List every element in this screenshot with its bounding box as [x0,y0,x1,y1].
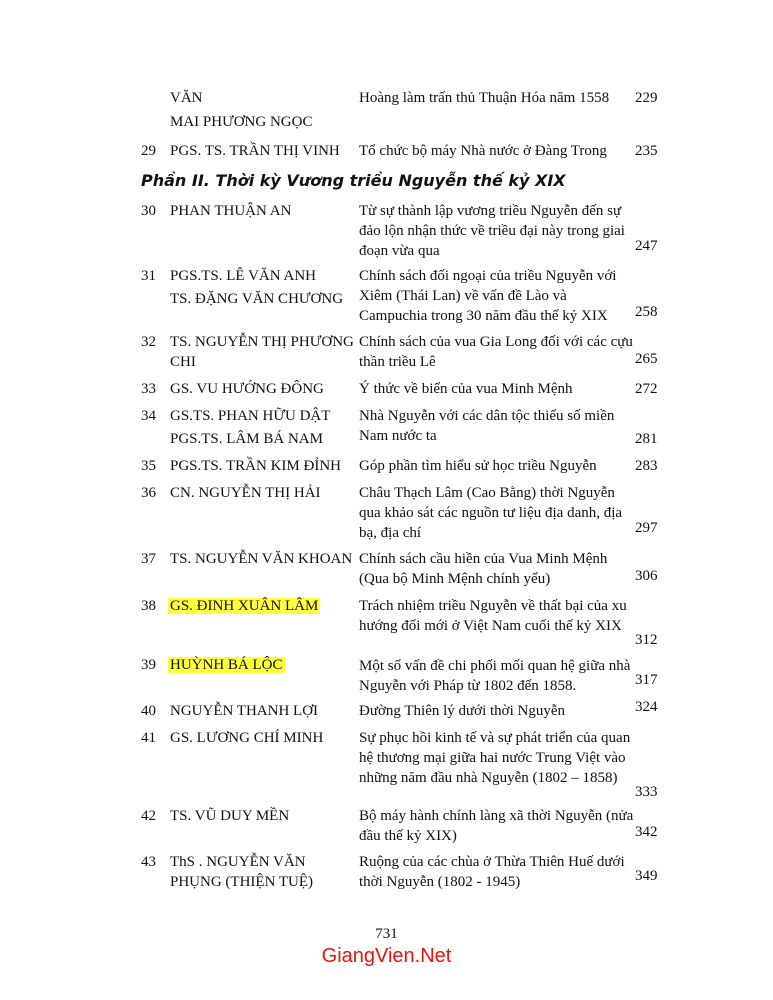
entry-title: Ý thức về biển của vua Minh Mệnh [359,381,573,397]
entry-page: 229 [635,90,658,106]
entry-title: Từ sự thành lập vương triều Nguyễn đến sự [359,203,622,219]
entry-page: 342 [635,824,658,840]
section-heading: Phần II. Thời kỳ Vương triều Nguyễn thế kỷ XIX [141,171,566,190]
entry-author: TS. NGUYỄN VĂN KHOAN [170,551,353,567]
entry-page: 272 [635,381,658,397]
entry-title: Đường Thiên lý dưới thời Nguyễn [359,703,566,719]
entry-page: 312 [635,632,658,648]
entry-number: 36 [141,485,156,501]
entry-title: Tổ chức bộ máy Nhà nước ở Đàng Trong [359,143,607,159]
entry-number: 31 [141,268,156,284]
entry-author: CHI [170,354,196,370]
entry-number: 38 [141,598,156,614]
entry-page: 333 [635,784,658,800]
highlight-mark: GS. ĐINH XUÂN LÂM [170,598,319,614]
entry-title: hệ thương mại giữa hai nước Trung Việt vào [359,750,626,766]
entry-author: GS.TS. PHAN HỮU DẬT [170,408,331,424]
entry-author: NGUYỄN THANH LỢI [170,703,319,719]
entry-page: 247 [635,238,658,254]
highlight-mark: HUỲNH BÁ LỘC [170,657,283,673]
entry-number: 33 [141,381,156,397]
entry-page: 283 [635,458,658,474]
entry-title: những năm đầu nhà Nguyễn (1802 – 1858) [359,770,618,786]
entry-title: bạ, địa chí [359,525,422,541]
entry-author: GS. LƯƠNG CHÍ MINH [170,730,324,746]
entry-title: Bộ máy hành chính làng xã thời Nguyễn (nửa [359,808,634,824]
entry-number: 29 [141,143,156,159]
entry-title: hướng đổi mới ở Việt Nam cuối thế kỷ XIX [359,618,622,634]
entry-author: ThS . NGUYỄN VĂN [170,854,306,870]
entry-page: 324 [635,699,658,715]
entry-title: Một số vấn đề chi phối mối quan hệ giữa nhà [359,658,631,674]
entry-title: (Qua bộ Minh Mệnh chính yếu) [359,571,551,587]
entry-page: 235 [635,143,658,159]
entry-title: Sự phục hồi kinh tế và sự phát triển của quan [359,730,631,746]
entry-author: PGS.TS. LÂM BÁ NAM [170,431,323,447]
page-number: 731 [375,926,398,942]
entry-author: PGS. TS. TRẦN THỊ VINH [170,143,340,159]
entry-number: 43 [141,854,156,870]
entry-title: Góp phần tìm hiểu sử học triều Nguyễn [359,458,597,474]
entry-title: Nam nước ta [359,428,437,444]
entry-title: qua khảo sát các nguồn tư liệu địa danh, địa [359,505,623,521]
entry-page: 297 [635,520,658,536]
entry-author-highlighted [170,655,285,675]
entry-author: PHAN THUẬN AN [170,203,292,219]
entry-title: Nhà Nguyễn với các dân tộc thiểu số miền [359,408,615,424]
entry-page: 306 [635,568,658,584]
entry-title: Campuchia trong 30 năm đầu thế kỷ XIX [359,308,608,324]
entry-number: 40 [141,703,156,719]
entry-page: 258 [635,304,658,320]
entry-title: Châu Thạch Lâm (Cao Bằng) thời Nguyễn [359,485,615,501]
watermark: GiangVien.Net [321,945,452,967]
entry-title: Chính sách cầu hiền của Vua Minh Mệnh [359,551,608,567]
entry-page: 317 [635,672,658,688]
entry-title: Xiêm (Thái Lan) về vấn đề Lào và [359,288,567,304]
entry-author: CN. NGUYỄN THỊ HẢI [170,485,321,501]
entry-title: thần triều Lê [359,354,436,370]
entry-title: Ruộng của các chùa ở Thừa Thiên Huế dưới [359,854,625,870]
entry-title: thời Nguyễn (1802 - 1945) [359,874,521,890]
entry-author: PGS.TS. LÊ VĂN ANH [170,268,316,284]
entry-title: đoạn vừa qua [359,243,440,259]
entry-author: PGS.TS. TRẦN KIM ĐỈNH [170,458,341,474]
entry-number: 32 [141,334,156,350]
entry-author: MAI PHƯƠNG NGỌC [170,114,313,130]
entry-number: 42 [141,808,156,824]
entry-author: TS. ĐẶNG VĂN CHƯƠNG [170,291,344,307]
entry-author: PHỤNG (THIỆN TUỆ) [170,874,314,890]
entry-author: GS. VU HƯỚNG ĐÔNG [170,381,324,397]
entry-page: 281 [635,431,658,447]
entry-number: 41 [141,730,156,746]
entry-title: Hoàng làm trấn thủ Thuận Hóa năm 1558 [359,90,610,106]
entry-title: Nguyễn với Pháp từ 1802 đến 1858. [359,678,577,694]
entry-number: 39 [141,657,156,673]
entry-author: TS. VŨ DUY MỀN [170,808,290,824]
entry-number: 30 [141,203,156,219]
entry-author: TS. NGUYỄN THỊ PHƯƠNG [170,334,354,350]
entry-title: Chính sách của vua Gia Long đối với các cựu [359,334,633,350]
entry-number: 37 [141,551,156,567]
entry-page: 349 [635,868,658,884]
entry-page: 265 [635,351,658,367]
entry-number: 34 [141,408,156,424]
entry-title: đảo lộn nhận thức về triều đại này trong giai [359,223,625,239]
entry-author: VĂN [170,90,203,106]
entry-number: 35 [141,458,156,474]
entry-title: Chính sách đối ngoại của triều Nguyễn với [359,268,617,284]
entry-title: Trách nhiệm triều Nguyễn về thất bại của xu [359,598,627,614]
entry-title: đầu thế kỷ XIX) [359,828,457,844]
entry-author-highlighted [170,596,320,616]
